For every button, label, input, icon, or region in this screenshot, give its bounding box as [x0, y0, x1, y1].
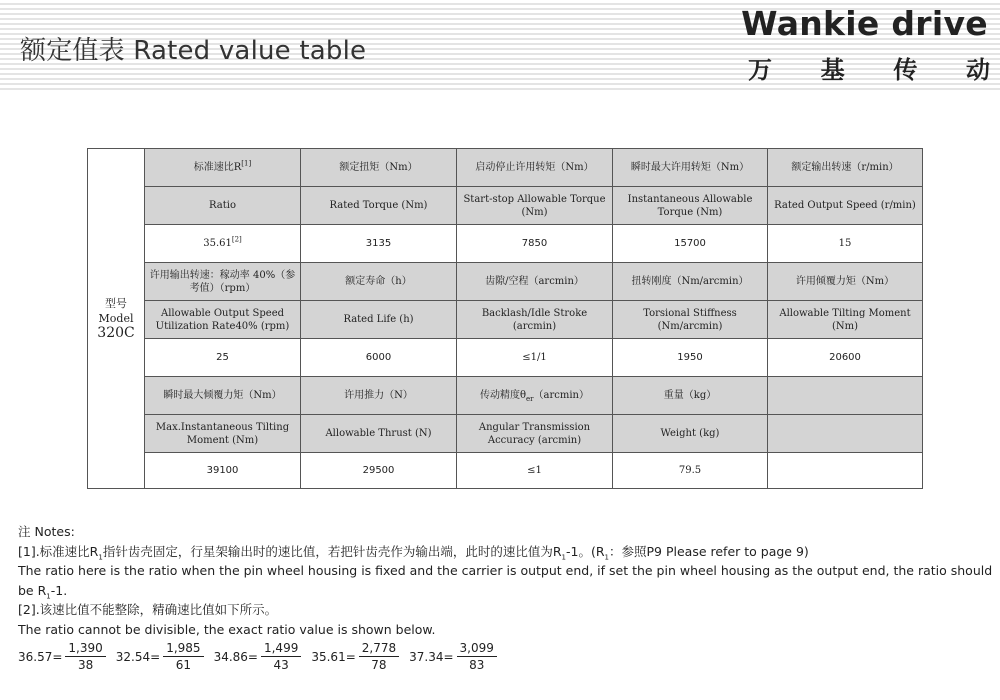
header-cell-cn: 许用输出转速：稼动率 40%（参考值）（rpm）: [145, 263, 301, 301]
header-cell-cn: 标准速比R[1]: [145, 149, 301, 187]
value-cell: 79.5: [613, 453, 768, 489]
table-row: [88, 377, 923, 415]
header-cell-en: Max.Instantaneous Tilting Moment (Nm): [145, 415, 301, 453]
value-cell: 25: [145, 339, 301, 377]
note-2-cn: [2].该速比值不能整除，精确速比值如下所示。: [18, 602, 278, 617]
header-cell-cn: 许用倾覆力矩（Nm）: [768, 263, 923, 301]
value-cell: 20600: [768, 339, 923, 377]
header-cell-en: Backlash/Idle Stroke (arcmin): [457, 301, 613, 339]
header-cell-en: Instantaneous Allowable Torque (Nm): [613, 187, 768, 225]
header-cell-en: Ratio: [145, 187, 301, 225]
header-cell-en: Weight (kg): [613, 415, 768, 453]
notes-section: [18, 522, 993, 639]
header-cell-cn: 许用推力（N）: [301, 377, 457, 415]
value-cell: 7850: [457, 225, 613, 263]
table-row: [88, 339, 923, 377]
header-cell-cn: 传动精度$\theta_{er}(arcmin)$: [457, 377, 613, 415]
brand-cn-char: 万: [748, 56, 772, 84]
brand-cn: [748, 50, 990, 85]
table-row: [88, 187, 923, 225]
model-label-en: Model: [98, 312, 134, 325]
value-cell: 1950: [613, 339, 768, 377]
brand-cn-char: 基: [820, 56, 845, 84]
header-cell-en: Allowable Output Speed Utilization Rate40% (rpm): [145, 301, 301, 339]
header-cell-en: Rated Torque (Nm): [301, 187, 457, 225]
value-cell: ≤1: [457, 453, 613, 489]
brand-cn-char: 动: [965, 56, 990, 84]
ratio-fraction: 35.61= $\frac{2,778}{78}$: [311, 640, 399, 673]
value-cell: 39100: [145, 453, 301, 489]
table-row: [88, 301, 923, 339]
note-2-en: The ratio cannot be divisible, the exact ratio value is shown below.: [18, 621, 436, 637]
exact-ratio-list: [18, 640, 507, 673]
header-cell-cn: 重量（kg）: [613, 377, 768, 415]
value-cell: 15: [768, 225, 923, 263]
value-cell: 15700: [613, 225, 768, 263]
header-cell-cn: 瞬时最大倾覆力矩（Nm）: [145, 377, 301, 415]
header-cell-cn: 额定输出转速（r/min）: [768, 149, 923, 187]
header-cell-cn: 齿隙/空程（arcmin）: [457, 263, 613, 301]
rated-value-table: [87, 148, 923, 489]
model-cell: [88, 149, 145, 489]
brand-cn-char: 传: [893, 56, 918, 84]
header-cell-cn: 瞬时最大许用转矩（Nm）: [613, 149, 768, 187]
value-cell: 3135: [301, 225, 457, 263]
table-row: [88, 263, 923, 301]
table-row: [88, 149, 923, 187]
header-cell-en: Start-stop Allowable Torque (Nm): [457, 187, 613, 225]
empty-cell: [768, 415, 923, 453]
ratio-fraction: 34.86= $\frac{1,499}{43}$: [214, 640, 302, 673]
empty-cell: [768, 453, 923, 489]
header-cell-cn: 扭转刚度（Nm/arcmin）: [613, 263, 768, 301]
header-cell-en: Angular Transmission Accuracy (arcmin): [457, 415, 613, 453]
page-title: 额定值表 Rated value table: [20, 36, 367, 66]
header-cell-en: Rated Life (h): [301, 301, 457, 339]
empty-cell: [768, 377, 923, 415]
header-cell-cn: 启动停止许用转矩（Nm）: [457, 149, 613, 187]
value-cell: 6000: [301, 339, 457, 377]
value-cell: 29500: [301, 453, 457, 489]
header-cell-cn: 额定扭矩（Nm）: [301, 149, 457, 187]
header-cell-en: Torsional Stiffness (Nm/arcmin): [613, 301, 768, 339]
ratio-fraction: 36.57= $\frac{1,390}{38}$: [18, 640, 106, 673]
model-label-cn: 型号: [105, 297, 127, 310]
notes-heading: 注 Notes:: [18, 524, 75, 539]
model-number: 320C: [97, 325, 135, 341]
table-row: [88, 453, 923, 489]
header-cell-en: Allowable Thrust (N): [301, 415, 457, 453]
header-cell-en: Allowable Tilting Moment (Nm): [768, 301, 923, 339]
table-row: [88, 415, 923, 453]
note-1-cn: [1].标准速比$R_1$指针齿壳固定，行星架输出时的速比值，若把针齿壳作为输出端，此时的速比值为$R_1-1$。($R_1$：参照P9 Please refer to page 9): [18, 543, 809, 561]
header-cell-cn: 额定寿命（h）: [301, 263, 457, 301]
ratio-fraction: 32.54= $\frac{1,985}{61}$: [116, 640, 204, 673]
value-cell: 35.61[2]: [145, 225, 301, 263]
table-row: [88, 225, 923, 263]
brand-logo-text: Wankie drive: [741, 4, 988, 43]
value-cell: ≤1/1: [457, 339, 613, 377]
header-cell-en: Rated Output Speed (r/min): [768, 187, 923, 225]
note-1-en: The ratio here is the ratio when the pin wheel housing is fixed and the carrier is output end, if set the pin wheel housing as the output end, the ratio should be $R_1-1$.: [18, 563, 993, 600]
ratio-fraction: 37.34= $\frac{3,099}{83}$: [409, 640, 497, 673]
